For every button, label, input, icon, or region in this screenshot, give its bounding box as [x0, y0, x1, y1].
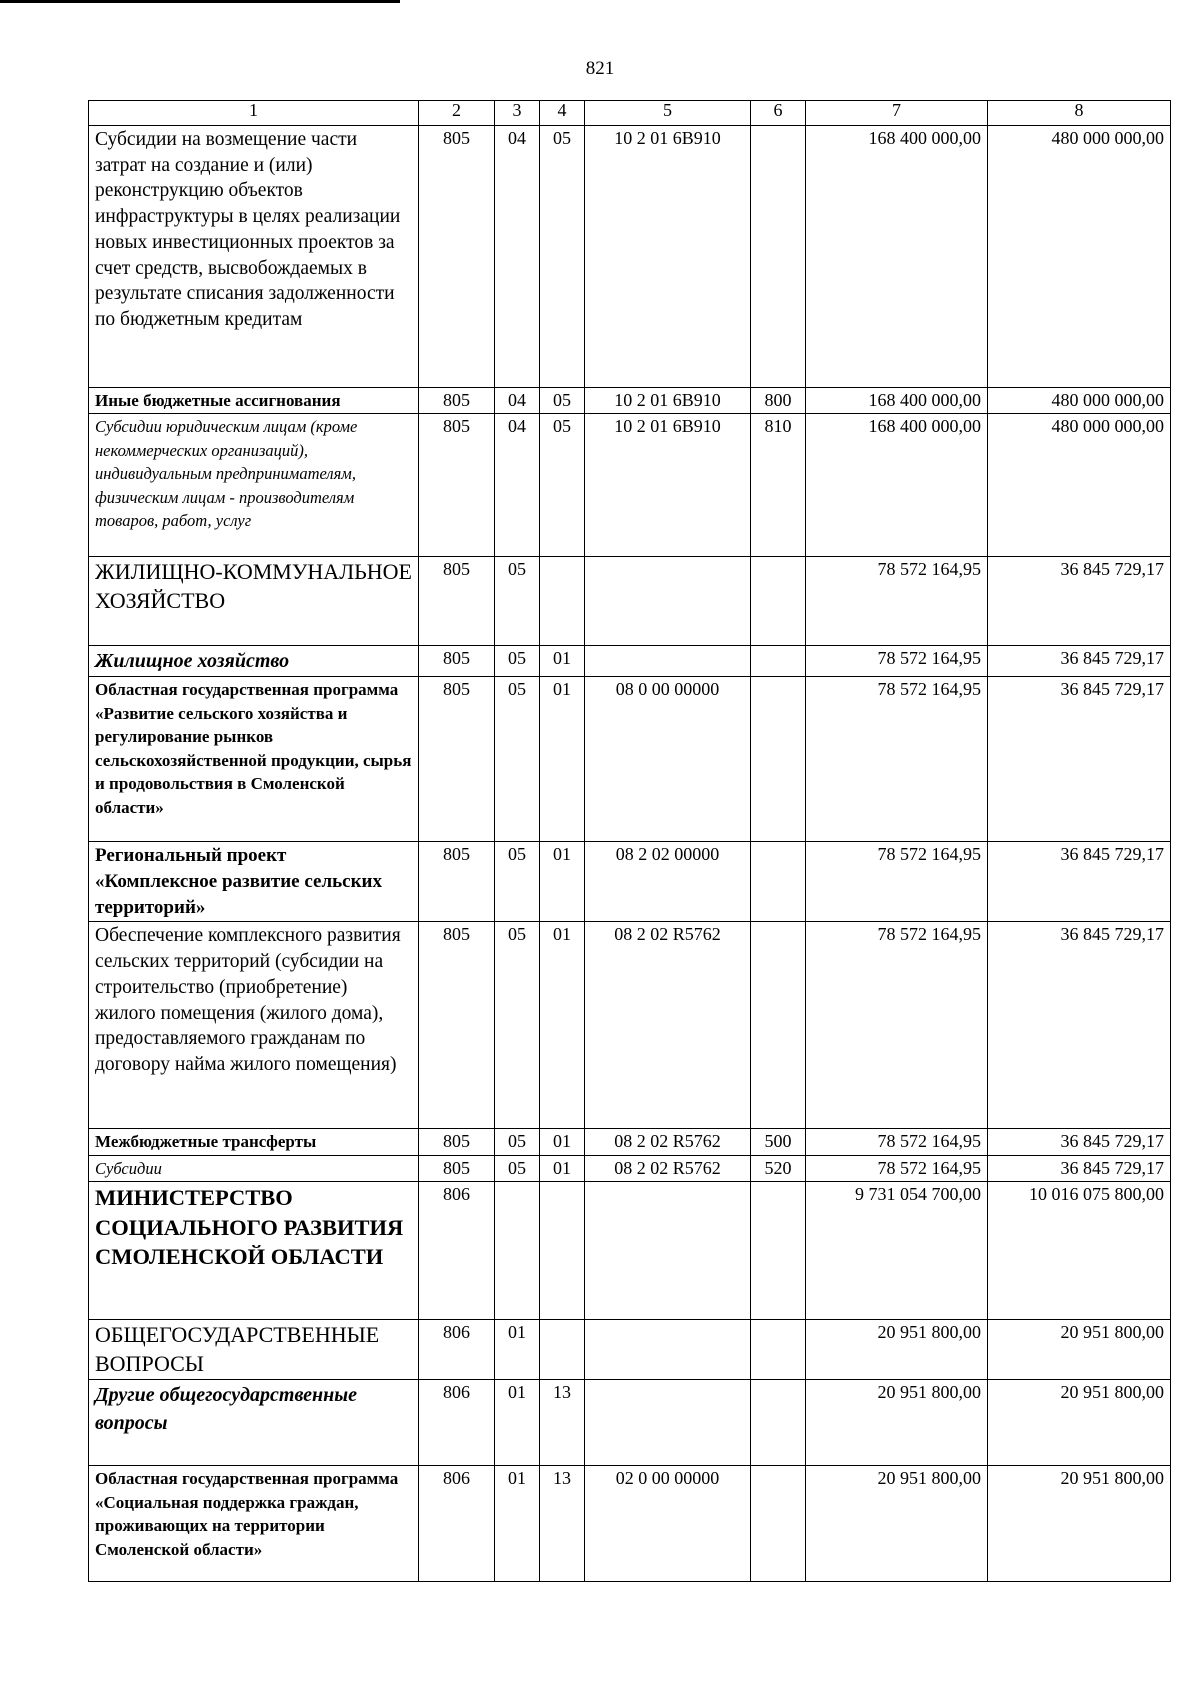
section-code: [495, 1182, 540, 1320]
subsection-code: [540, 557, 585, 646]
page-number: 821: [585, 58, 615, 79]
expense-type-code: 810: [751, 414, 806, 557]
target-article-code: 02 0 00 00000: [585, 1466, 751, 1582]
row-name: ОБЩЕГОСУДАРСТВЕННЫЕ ВОПРОСЫ: [89, 1320, 419, 1380]
expense-type-code: [751, 1380, 806, 1466]
amount-year-1: 168 400 000,00: [806, 388, 988, 414]
row-name: Субсидии юридическим лицам (кроме некоммерческих организаций), индивидуальным предпринимателям, физическим лицам - производителям товаров, работ, услуг: [89, 414, 419, 557]
header-cell-8: 8: [988, 101, 1171, 126]
ministry-code: 805: [419, 1155, 495, 1181]
target-article-code: 10 2 01 6В910: [585, 388, 751, 414]
section-code: 04: [495, 414, 540, 557]
row-name: Жилищное хозяйство: [89, 646, 419, 677]
target-article-code: 08 0 00 00000: [585, 677, 751, 842]
target-article-code: [585, 1380, 751, 1466]
section-code: 05: [495, 646, 540, 677]
amount-year-1: 168 400 000,00: [806, 126, 988, 388]
section-code: 01: [495, 1466, 540, 1582]
ministry-code: 805: [419, 557, 495, 646]
ministry-code: 805: [419, 388, 495, 414]
subsection-code: [540, 1182, 585, 1320]
amount-year-2: 20 951 800,00: [988, 1320, 1171, 1380]
amount-year-1: 20 951 800,00: [806, 1320, 988, 1380]
section-code: 05: [495, 922, 540, 1129]
expense-type-code: [751, 646, 806, 677]
amount-year-1: 78 572 164,95: [806, 557, 988, 646]
ministry-code: 805: [419, 126, 495, 388]
amount-year-2: 36 845 729,17: [988, 922, 1171, 1129]
row-name: Региональный проект «Комплексное развитие сельских территорий»: [89, 842, 419, 922]
target-article-code: 08 2 02 R5762: [585, 1129, 751, 1155]
amount-year-1: 168 400 000,00: [806, 414, 988, 557]
table-row: [89, 922, 1171, 1129]
amount-year-1: 20 951 800,00: [806, 1466, 988, 1582]
section-code: 05: [495, 1155, 540, 1181]
table-row: [89, 1155, 1171, 1181]
expense-type-code: [751, 126, 806, 388]
amount-year-2: 20 951 800,00: [988, 1380, 1171, 1466]
amount-year-1: 78 572 164,95: [806, 646, 988, 677]
table-row: [89, 1320, 1171, 1380]
amount-year-1: 78 572 164,95: [806, 1155, 988, 1181]
ministry-code: 805: [419, 922, 495, 1129]
subsection-code: 05: [540, 388, 585, 414]
table-row: [89, 414, 1171, 557]
table-row: [89, 126, 1171, 388]
ministry-code: 806: [419, 1182, 495, 1320]
section-code: 05: [495, 842, 540, 922]
expense-type-code: [751, 1320, 806, 1380]
row-name: Другие общегосударственные вопросы: [89, 1380, 419, 1466]
amount-year-2: 36 845 729,17: [988, 1155, 1171, 1181]
table-row: [89, 1182, 1171, 1320]
expense-type-code: [751, 842, 806, 922]
header-cell-1: 1: [89, 101, 419, 126]
ministry-code: 805: [419, 1129, 495, 1155]
expense-type-code: [751, 1182, 806, 1320]
table-row: [89, 557, 1171, 646]
subsection-code: 13: [540, 1380, 585, 1466]
amount-year-2: 36 845 729,17: [988, 842, 1171, 922]
table-row: [89, 646, 1171, 677]
amount-year-1: 9 731 054 700,00: [806, 1182, 988, 1320]
expense-type-code: [751, 677, 806, 842]
subsection-code: 01: [540, 646, 585, 677]
ministry-code: 805: [419, 842, 495, 922]
column-number-header: [89, 101, 1171, 126]
row-name: Областная государственная программа «Развитие сельского хозяйства и регулирование рынков сельскохозяйственной продукции, сырья и продовольствия в Смоленской области»: [89, 677, 419, 842]
ministry-code: 806: [419, 1466, 495, 1582]
table-row: [89, 677, 1171, 842]
amount-year-2: 36 845 729,17: [988, 1129, 1171, 1155]
amount-year-1: 78 572 164,95: [806, 922, 988, 1129]
amount-year-1: 78 572 164,95: [806, 1129, 988, 1155]
target-article-code: [585, 557, 751, 646]
row-name: Обеспечение комплексного развития сельских территорий (субсидии на строительство (приобретение) жилого помещения (жилого дома), предоставляемого гражданам по договору найма жилого помещения): [89, 922, 419, 1129]
table-row: [89, 1380, 1171, 1466]
table-row: [89, 842, 1171, 922]
amount-year-2: 480 000 000,00: [988, 414, 1171, 557]
ministry-code: 805: [419, 414, 495, 557]
subsection-code: 05: [540, 126, 585, 388]
row-name: Субсидии на возмещение части затрат на создание и (или) реконструкцию объектов инфраструктуры в целях реализации новых инвестиционных проектов за счет средств, высвобождаемых в результате списания задолженности по бюджетным кредитам: [89, 126, 419, 388]
amount-year-2: 36 845 729,17: [988, 557, 1171, 646]
header-cell-6: 6: [751, 101, 806, 126]
subsection-code: [540, 1320, 585, 1380]
amount-year-2: 36 845 729,17: [988, 646, 1171, 677]
expense-type-code: 500: [751, 1129, 806, 1155]
header-cell-7: 7: [806, 101, 988, 126]
amount-year-1: 20 951 800,00: [806, 1380, 988, 1466]
ministry-code: 805: [419, 677, 495, 842]
subsection-code: 01: [540, 1155, 585, 1181]
top-edge-rule: [0, 0, 400, 3]
section-code: 01: [495, 1380, 540, 1466]
section-code: 04: [495, 388, 540, 414]
target-article-code: [585, 1182, 751, 1320]
subsection-code: 05: [540, 414, 585, 557]
target-article-code: 08 2 02 R5762: [585, 922, 751, 1129]
table-row: [89, 388, 1171, 414]
subsection-code: 13: [540, 1466, 585, 1582]
target-article-code: 08 2 02 00000: [585, 842, 751, 922]
row-name: Иные бюджетные ассигнования: [89, 388, 419, 414]
subsection-code: 01: [540, 842, 585, 922]
section-code: 05: [495, 557, 540, 646]
expense-type-code: 520: [751, 1155, 806, 1181]
amount-year-2: 480 000 000,00: [988, 388, 1171, 414]
amount-year-2: 36 845 729,17: [988, 677, 1171, 842]
target-article-code: 08 2 02 R5762: [585, 1155, 751, 1181]
amount-year-1: 78 572 164,95: [806, 677, 988, 842]
target-article-code: [585, 1320, 751, 1380]
ministry-code: 806: [419, 1380, 495, 1466]
expense-type-code: 800: [751, 388, 806, 414]
target-article-code: 10 2 01 6В910: [585, 126, 751, 388]
amount-year-2: 20 951 800,00: [988, 1466, 1171, 1582]
section-code: 01: [495, 1320, 540, 1380]
section-code: 05: [495, 1129, 540, 1155]
amount-year-1: 78 572 164,95: [806, 842, 988, 922]
row-name: Областная государственная программа «Социальная поддержка граждан, проживающих на территории Смоленской области»: [89, 1466, 419, 1582]
header-cell-5: 5: [585, 101, 751, 126]
header-cell-3: 3: [495, 101, 540, 126]
amount-year-2: 480 000 000,00: [988, 126, 1171, 388]
subsection-code: 01: [540, 922, 585, 1129]
row-name: ЖИЛИЩНО-КОММУНАЛЬНОЕ ХОЗЯЙСТВО: [89, 557, 419, 646]
table-row: [89, 1129, 1171, 1155]
expense-type-code: [751, 557, 806, 646]
ministry-code: 806: [419, 1320, 495, 1380]
row-name: МИНИСТЕРСТВО СОЦИАЛЬНОГО РАЗВИТИЯ СМОЛЕНСКОЙ ОБЛАСТИ: [89, 1182, 419, 1320]
target-article-code: 10 2 01 6В910: [585, 414, 751, 557]
budget-table: [88, 100, 1171, 1582]
row-name: Субсидии: [89, 1155, 419, 1181]
header-cell-4: 4: [540, 101, 585, 126]
section-code: 04: [495, 126, 540, 388]
amount-year-2: 10 016 075 800,00: [988, 1182, 1171, 1320]
header-cell-2: 2: [419, 101, 495, 126]
table-row: [89, 1466, 1171, 1582]
ministry-code: 805: [419, 646, 495, 677]
subsection-code: 01: [540, 677, 585, 842]
target-article-code: [585, 646, 751, 677]
subsection-code: 01: [540, 1129, 585, 1155]
row-name: Межбюджетные трансферты: [89, 1129, 419, 1155]
expense-type-code: [751, 922, 806, 1129]
section-code: 05: [495, 677, 540, 842]
expense-type-code: [751, 1466, 806, 1582]
